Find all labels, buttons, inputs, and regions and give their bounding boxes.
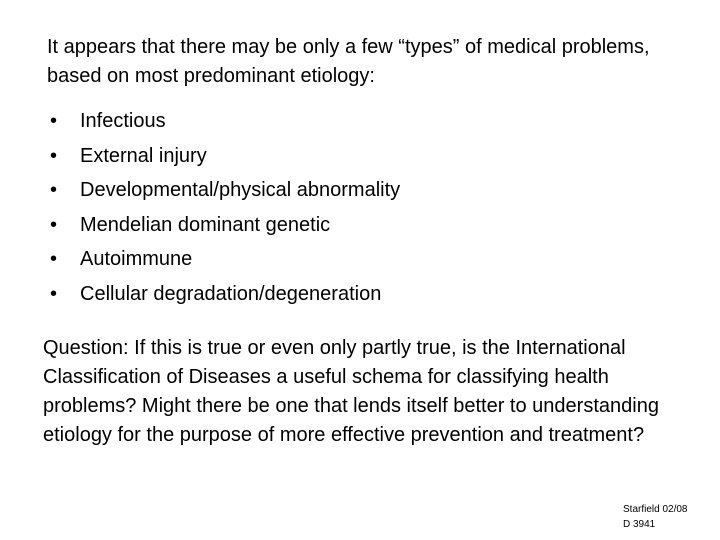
bullet-icon: • [50,110,58,132]
list-item-label: Mendelian dominant genetic [80,213,331,236]
footer-note [623,502,688,532]
list-item-label: Infectious [80,110,166,132]
list-item-label: Autoimmune [80,248,193,271]
list-item-label: External injury [80,144,207,167]
footer-code: D 3941 [623,519,656,530]
list-item-label: Developmental/physical abnormality [80,179,401,202]
list-item [50,139,670,174]
bullet-icon: • [50,248,58,271]
list-item [50,242,670,277]
bullet-icon: • [50,144,58,167]
footer-author-date: Starfield 02/08 [623,504,688,515]
list-item [50,208,670,243]
list-item-label: Cellular degradation/degeneration [80,282,382,305]
list-item [50,173,670,208]
question-paragraph: Question: If this is true or even only partly true, is the International Classification of Diseases a useful schema for classifying health problems? Might there be one that lends itself better to understanding etiology for the purpose of more effective prevention and treatment? [43,337,659,446]
bullet-icon: • [50,282,58,305]
bullet-icon: • [50,179,58,202]
bullet-icon: • [50,213,58,236]
list-item [50,104,670,139]
intro-paragraph: It appears that there may be only a few “types” of medical problems, based on most predominant etiology: [47,36,650,87]
etiology-type-list [50,104,670,312]
list-item [50,277,670,312]
